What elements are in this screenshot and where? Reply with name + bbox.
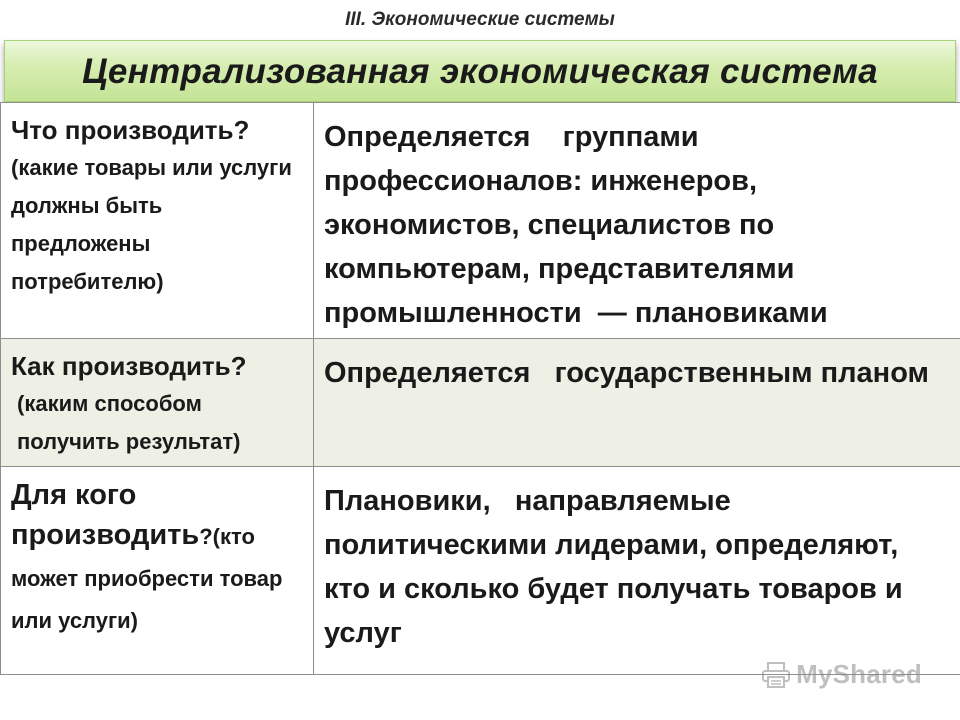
answer-cell [314,339,960,467]
title-banner [4,40,956,102]
comparison-table [0,102,960,675]
answer-text: Плановики, направляемые политическими лидерами, определяют, кто и сколько будет получать товаров и услуг [324,485,911,649]
question-cell [1,339,314,467]
question-note: ?(кто может приобрести товар или услуги) [11,524,283,633]
answer-text: Определяется государственным планом [324,357,929,389]
question-text: Для кого производить [11,479,200,551]
question-cell [1,467,314,675]
printer-icon [761,662,791,688]
page-title: Централизованная экономическая система [82,52,878,91]
answer-cell [314,103,960,339]
answer-text: Определяется группами профессионалов: инженеров, экономистов, специалистов по компьютерам, представителями промышленности — плановиками [324,121,828,329]
question-note: (какие товары или услуги должны быть предложены потребителю) [11,155,292,294]
question-note: (каким способом получить результат) [17,391,241,454]
answer-cell [314,467,960,675]
table-row [1,467,960,675]
question-text: Что производить? [11,115,250,145]
watermark [761,659,922,690]
question-cell [1,103,314,339]
section-heading: III. Экономические системы [345,9,615,30]
table-row [1,339,960,467]
table-row [1,103,960,339]
watermark-text: MyShared [796,659,922,689]
question-text: Как производить? [11,351,247,381]
